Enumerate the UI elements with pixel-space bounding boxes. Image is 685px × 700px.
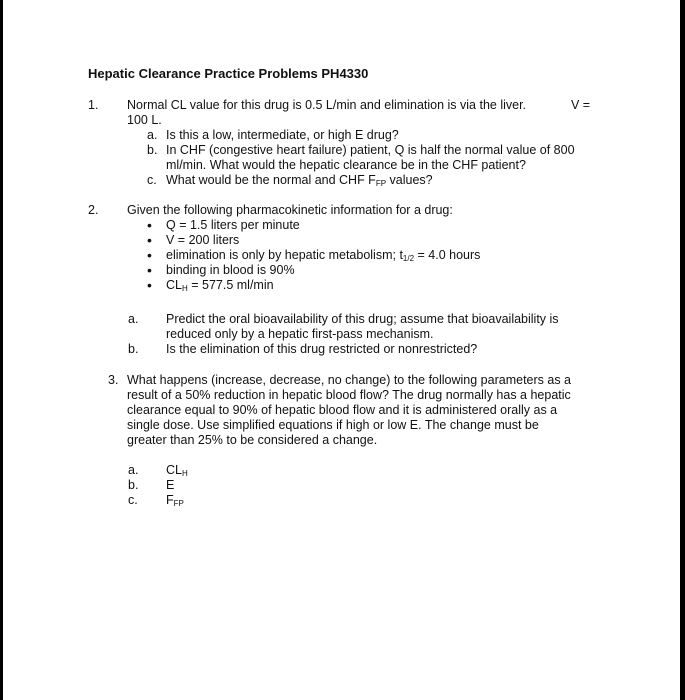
q2-bullet-binding: binding in blood is 90% (166, 263, 295, 277)
q3-part-a-text: $CL_H$ (166, 463, 188, 478)
bullet-icon: • (147, 232, 152, 248)
q1-line1: Normal CL value for this drug is 0.5 L/min and elimination is via the liver. (127, 98, 527, 112)
q3-number: 3. (108, 373, 119, 387)
q1-number: 1. (88, 98, 99, 112)
q2-number: 2. (88, 203, 99, 217)
q1-line1-end: V = (571, 98, 591, 112)
q3-part-c-label: c. (128, 493, 138, 507)
q3-part-b-text: E (166, 478, 175, 492)
q1-line2: 100 L. (127, 113, 162, 127)
bullet-icon: • (147, 262, 152, 278)
document-title: Hepatic Clearance Practice Problems PH4330 (88, 66, 369, 81)
q2-part-b-text: Is the elimination of this drug restricted or nonrestricted? (166, 342, 478, 356)
q3-line4: single dose. Use simplified equations if high or low E. The change must be (127, 418, 539, 432)
q2-bullet-volume: V = 200 liters (166, 233, 240, 247)
left-border (0, 0, 3, 700)
q3-part-b-label: b. (128, 478, 139, 492)
q2-bullet-elimination: elimination is only by hepatic metabolism; $t_{1/2} = 4.0$ hours (166, 248, 481, 263)
q2-intro: Given the following pharmacokinetic information for a drug: (127, 203, 453, 217)
q1-part-b-line2: ml/min. What would the hepatic clearance be in the CHF patient? (166, 158, 526, 172)
q1-part-c-label: c. (147, 173, 157, 187)
q1-part-c-text: What would be the normal and CHF $F_{FP}$ values? (166, 173, 433, 188)
q2-part-a-line1: Predict the oral bioavailability of this drug; assume that bioavailability is (166, 312, 559, 326)
bullet-icon: • (147, 217, 152, 233)
q2-part-b-label: b. (128, 342, 139, 356)
q1-part-a-text: Is this a low, intermediate, or high E drug? (166, 128, 399, 142)
q1-part-b-line1: In CHF (congestive heart failure) patient, Q is half the normal value of 800 (166, 143, 575, 157)
bullet-icon: • (147, 247, 152, 263)
q3-part-a-label: a. (128, 463, 139, 477)
q3-part-c-text: $F_{FP}$ (166, 493, 184, 508)
q2-part-a-label: a. (128, 312, 139, 326)
q3-line1: What happens (increase, decrease, no change) to the following parameters as a (127, 373, 572, 387)
q3-line3: clearance equal to 90% of hepatic blood flow and it is administered orally as a (127, 403, 558, 417)
q3-line5: greater than 25% to be considered a change. (127, 433, 378, 447)
q2-bullet-flow: Q = 1.5 liters per minute (166, 218, 300, 232)
bullet-icon: • (147, 277, 152, 293)
q2-bullet-clearance: $CL_H = 577.5$ ml/min (166, 278, 274, 293)
q2-part-a-line2: reduced only by a hepatic first-pass mechanism. (166, 327, 434, 341)
q1-part-a-label: a. (147, 128, 158, 142)
q1-part-b-label: b. (147, 143, 158, 157)
q3-line2: result of a 50% reduction in hepatic blood flow? The drug normally has a hepatic (127, 388, 571, 402)
right-border (680, 0, 685, 700)
